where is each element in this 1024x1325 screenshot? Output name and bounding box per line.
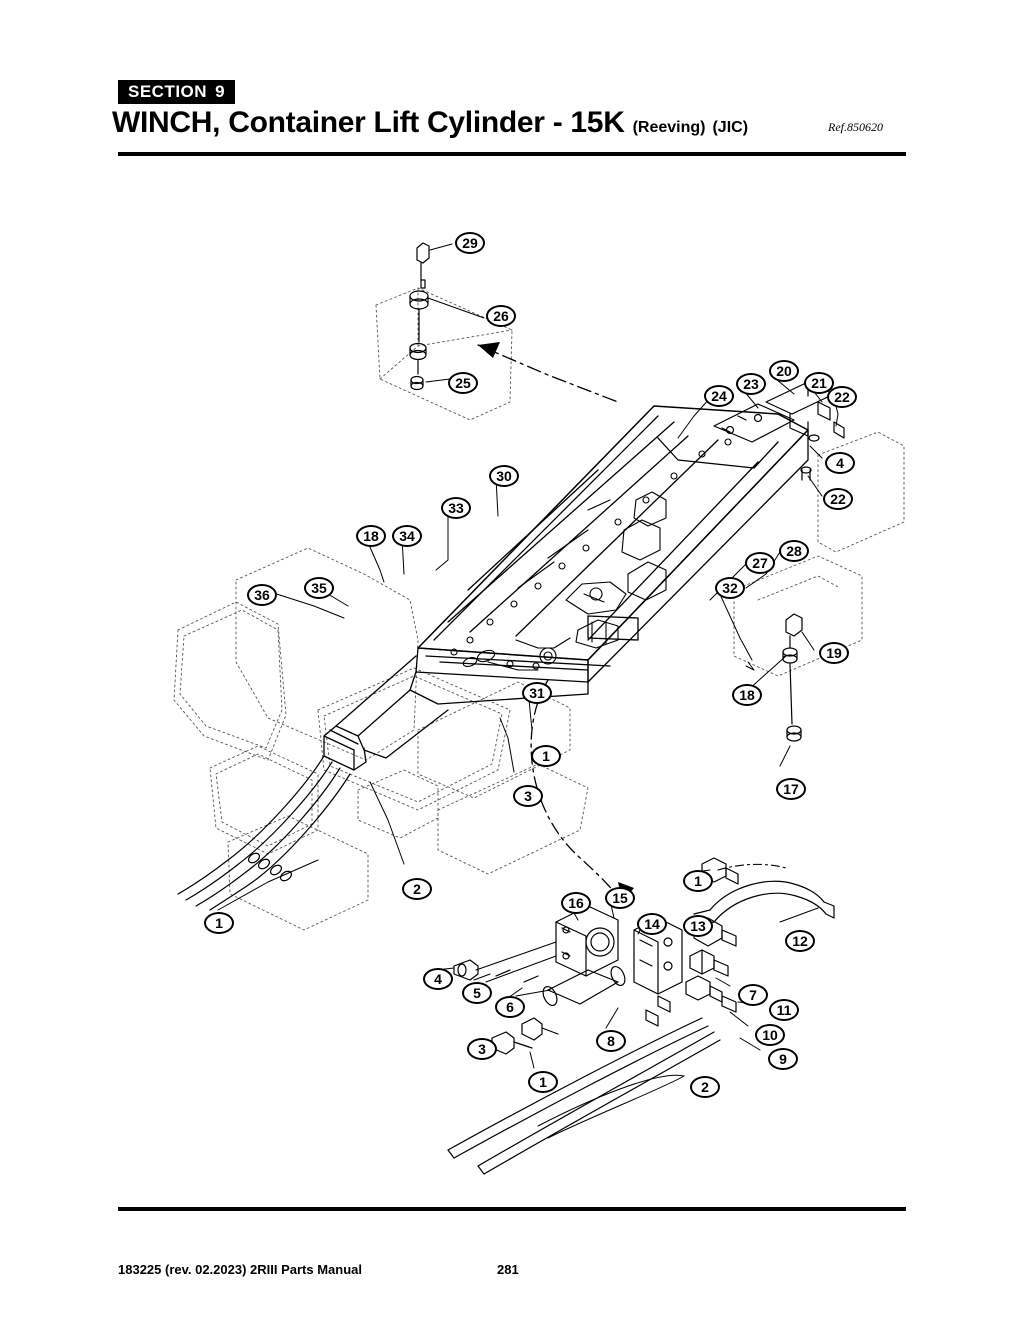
callout-23: 23 — [736, 373, 766, 395]
callout-13: 13 — [683, 915, 713, 937]
callout-33: 33 — [441, 497, 471, 519]
title-subtitle-jic: (JIC) — [712, 119, 749, 136]
callout-1-a: 1 — [531, 745, 561, 767]
callout-9: 9 — [768, 1048, 798, 1070]
callout-21: 21 — [804, 372, 834, 394]
section-tag — [118, 80, 235, 104]
callout-2-b: 2 — [690, 1076, 720, 1098]
callout-8: 8 — [596, 1030, 626, 1052]
callout-24: 24 — [704, 385, 734, 407]
callout-25: 25 — [448, 372, 478, 394]
callout-6: 6 — [495, 996, 525, 1018]
section-label: SECTION — [128, 82, 208, 101]
callout-14: 14 — [637, 913, 667, 935]
footer-page-number: 281 — [497, 1262, 519, 1277]
title-main: WINCH, Container Lift Cylinder - 15K — [112, 106, 625, 139]
callout-16: 16 — [561, 892, 591, 914]
exploded-assembly-diagram — [118, 170, 906, 1200]
callout-32: 32 — [715, 577, 745, 599]
callout-1-b: 1 — [204, 912, 234, 934]
callout-12: 12 — [785, 930, 815, 952]
callout-18-b: 18 — [732, 684, 762, 706]
callout-3-a: 3 — [513, 785, 543, 807]
header-divider — [118, 152, 906, 156]
callout-19: 19 — [819, 642, 849, 664]
callout-2-a: 2 — [402, 878, 432, 900]
callout-1-d: 1 — [528, 1071, 558, 1093]
footer-document-id: 183225 (rev. 02.2023) 2RIII Parts Manual — [118, 1262, 363, 1277]
callout-11: 11 — [769, 999, 799, 1021]
callout-4-a: 4 — [825, 452, 855, 474]
callout-34: 34 — [392, 525, 422, 547]
footer-divider — [118, 1207, 906, 1211]
callout-31: 31 — [522, 682, 552, 704]
section-number: 9 — [215, 82, 226, 101]
reference-number: Ref.850620 — [828, 120, 883, 134]
callout-22-b: 22 — [823, 488, 853, 510]
callout-3-b: 3 — [467, 1038, 497, 1060]
callout-29: 29 — [455, 232, 485, 254]
callout-36: 36 — [247, 584, 277, 606]
callout-17: 17 — [776, 778, 806, 800]
callout-7: 7 — [738, 984, 768, 1006]
title-subtitle-reeving: (Reeving) — [632, 119, 706, 136]
callout-30: 30 — [489, 465, 519, 487]
callout-18-a: 18 — [356, 525, 386, 547]
callout-1-c: 1 — [683, 870, 713, 892]
callout-28: 28 — [779, 540, 809, 562]
callout-15: 15 — [605, 887, 635, 909]
callout-10: 10 — [755, 1024, 785, 1046]
callout-35: 35 — [304, 577, 334, 599]
callout-4-b: 4 — [423, 968, 453, 990]
callout-20: 20 — [769, 360, 799, 382]
callout-22-a: 22 — [827, 386, 857, 408]
callout-26: 26 — [486, 305, 516, 327]
callout-27: 27 — [745, 552, 775, 574]
page-title — [112, 106, 912, 140]
callout-5: 5 — [462, 982, 492, 1004]
